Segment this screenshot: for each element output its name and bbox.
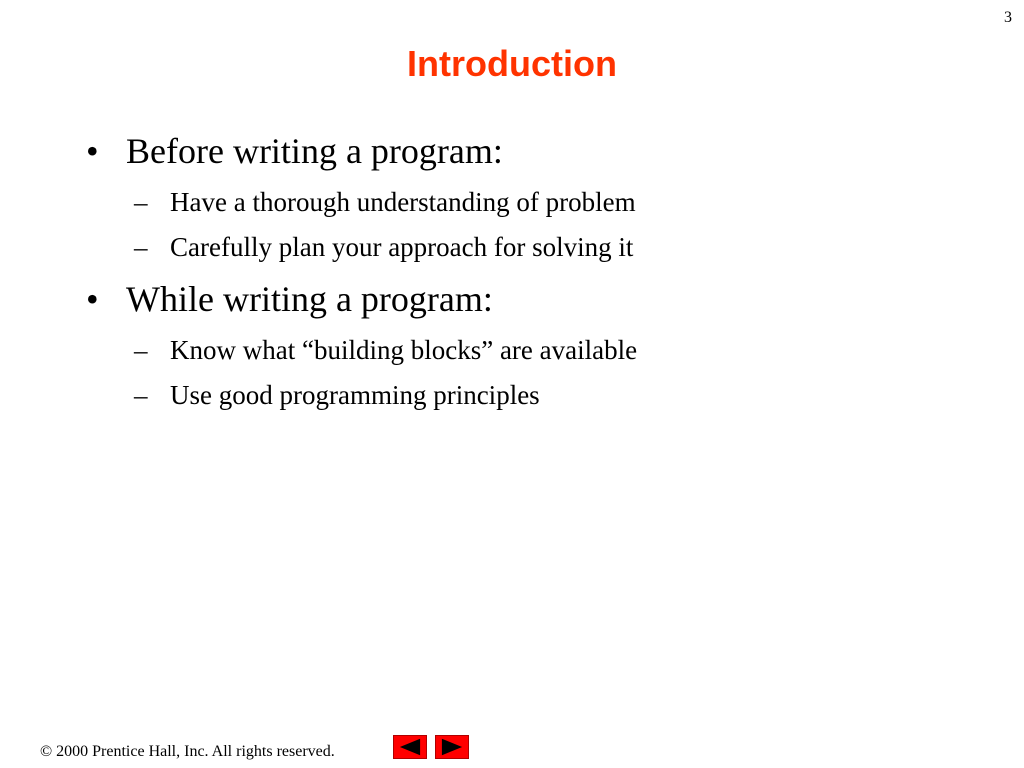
bullet-marker: • bbox=[86, 131, 99, 171]
sub-bullet-marker: – bbox=[134, 380, 148, 410]
sub-bullet-item bbox=[84, 184, 944, 220]
slide-number: 3 bbox=[1004, 9, 1012, 26]
footer-copyright: © 2000 Prentice Hall, Inc. All rights reserved. bbox=[40, 743, 335, 760]
bullet-item bbox=[84, 126, 944, 176]
sub-bullet-item bbox=[84, 332, 944, 368]
slide-title: Introduction bbox=[407, 43, 617, 84]
next-slide-button[interactable] bbox=[435, 735, 469, 759]
sub-bullet-text: Carefully plan your approach for solving it bbox=[170, 232, 634, 262]
slide-content bbox=[84, 126, 944, 422]
previous-slide-button[interactable] bbox=[393, 735, 427, 759]
sub-bullet-item bbox=[84, 229, 944, 265]
sub-bullet-text: Have a thorough understanding of problem bbox=[170, 187, 636, 217]
sub-bullet-item bbox=[84, 377, 944, 413]
sub-bullet-marker: – bbox=[134, 232, 148, 262]
bullet-marker: • bbox=[86, 279, 99, 319]
sub-bullet-text: Use good programming principles bbox=[170, 380, 540, 410]
right-triangle-icon bbox=[436, 736, 468, 758]
bullet-text: While writing a program: bbox=[126, 279, 493, 319]
bullet-text: Before writing a program: bbox=[126, 131, 503, 171]
bullet-item bbox=[84, 274, 944, 324]
left-triangle-icon bbox=[394, 736, 426, 758]
sub-bullet-marker: – bbox=[134, 187, 148, 217]
sub-bullet-text: Know what “building blocks” are available bbox=[170, 335, 638, 365]
sub-bullet-marker: – bbox=[134, 335, 148, 365]
